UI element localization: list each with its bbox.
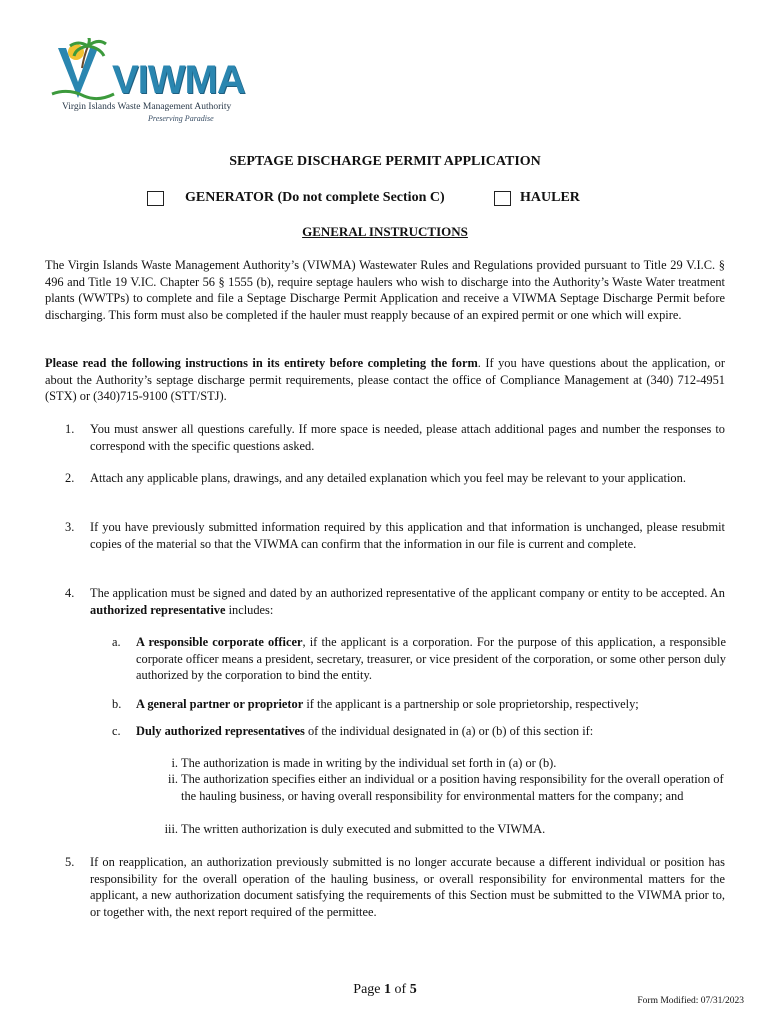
generator-checkbox[interactable] (147, 191, 164, 206)
list-item (65, 470, 725, 487)
roman-text: The written authorization is duly executed and submitted to the VIWMA. (181, 822, 546, 836)
notice-paragraph (45, 355, 725, 405)
sub-item (112, 723, 726, 740)
item-text: If on reapplication, an authorization previously submitted is no longer accurate because a different individual or position has responsibility for the overall operation of the hauling business, or overall responsibility for environmental matters for the applicant, a new authorization document satisfying the requirements of this Section must be submitted to the VIWMA prior to, or together with, the next report required of the permittee. (90, 855, 725, 919)
item-number: 2. (65, 471, 75, 485)
intro-paragraph: The Virgin Islands Waste Management Authority’s (VIWMA) Wastewater Rules and Regulations provided pursuant to Title 29 V.I.C. § 496 and Title 19 V.IC. Chapter 56 § 1555 (b), require septage haulers who wish to discharge into the Authority’s Waste Water treatment plants (WWTPs) to complete and file a Septage Discharge Permit Application and receive a VIWMA Septage Discharge Permit before discharging. This form must also be completed if the hauler must reapply because of an expired permit or one which will expire. (45, 258, 725, 322)
roman-item (150, 821, 726, 838)
page-current: 1 (384, 982, 392, 997)
page-prefix: Page (353, 982, 385, 997)
item-text: Attach any applicable plans, drawings, and any detailed explanation which you feel may be relevant to your application. (90, 471, 686, 485)
page-total: 5 (409, 982, 417, 997)
applicant-type-options (0, 190, 770, 210)
item-text-bold: authorized representative (90, 602, 226, 617)
list-item (65, 585, 725, 618)
sub-item-bold: A general partner or proprietor (136, 697, 304, 711)
notice-bold: Please read the following instructions in its entirety before completing the form (45, 356, 478, 370)
roman-text: The authorization is made in writing by the individual set forth in (a) or (b). (181, 756, 557, 770)
sub-item-letter: a. (112, 635, 121, 649)
roman-numeral: iii. (164, 822, 178, 836)
item-number: 1. (65, 422, 75, 436)
sub-item-letter: b. (112, 697, 122, 711)
sub-item (112, 696, 726, 713)
sub-item-bold: Duly authorized representatives (136, 724, 305, 738)
roman-item (150, 771, 726, 804)
form-modified-date: Form Modified: 07/31/2023 (637, 996, 744, 1006)
document-title: SEPTAGE DISCHARGE PERMIT APPLICATION (229, 154, 541, 169)
sub-item-rest: of the individual designated in (a) or (b) of this section if: (304, 724, 594, 738)
roman-numeral: i. (171, 756, 178, 770)
roman-numeral: ii. (168, 772, 178, 786)
generator-label: GENERATOR (Do not complete Section C) (185, 190, 445, 205)
viwma-logo (48, 38, 245, 126)
notice-text: . If you have questions about the application, or about the Authority’s septage discharge permit requirements, please contact the office of Compliance Management at (340) 712-4951 (STX) or (340)715-9100 (STT/STJ). (45, 356, 725, 403)
item-number: 4. (65, 586, 75, 600)
sub-item-text (136, 634, 726, 684)
item-text: You must answer all questions carefully. If more space is needed, please attach additional pages and number the responses to correspond with the specific questions asked. (90, 422, 725, 453)
logo-tagline: Preserving Paradise (148, 114, 214, 123)
hauler-label: HAULER (520, 190, 580, 205)
page-of: of (391, 982, 410, 997)
item-text-part: The application must be signed and dated by an authorized representative of the applicant company or entity to be accepted. An (90, 586, 725, 600)
sub-item-letter: c. (112, 724, 121, 738)
sub-item-text (136, 696, 726, 713)
sub-item-rest: , if the applicant is a corporation. For the purpose of this application, a responsible corporate officer means a president, secretary, treasurer, or vice president of the corporation, or some other person duly authorized by the corporation to bind the entity. (136, 635, 726, 682)
list-item (65, 519, 725, 552)
item-text (90, 585, 725, 618)
sub-item-bold: A responsible corporate officer (136, 635, 303, 649)
logo-name: VIWMA (112, 58, 245, 102)
sub-item-rest: if the applicant is a partnership or sole proprietorship, respectively; (303, 697, 639, 711)
sub-item-text (136, 723, 726, 740)
item-text-part: includes: (225, 602, 274, 617)
list-item (65, 421, 725, 454)
section-heading: GENERAL INSTRUCTIONS (302, 224, 468, 239)
sub-item (112, 634, 726, 684)
palm-tree-icon (48, 38, 118, 108)
item-number: 3. (65, 520, 75, 534)
item-number: 5. (65, 855, 75, 869)
roman-text: The authorization specifies either an individual or a position having responsibility for the overall operation of the hauling business, or having overall responsibility for environmental matters for the company; and (181, 772, 724, 803)
logo-subtitle: Virgin Islands Waste Management Authority (62, 102, 232, 112)
roman-item (150, 755, 726, 772)
list-item (65, 854, 725, 920)
item-text: If you have previously submitted information required by this application and that information is unchanged, please resubmit copies of the material so that the VIWMA can confirm that the information in our file is current and complete. (90, 520, 725, 551)
hauler-checkbox[interactable] (494, 191, 511, 206)
